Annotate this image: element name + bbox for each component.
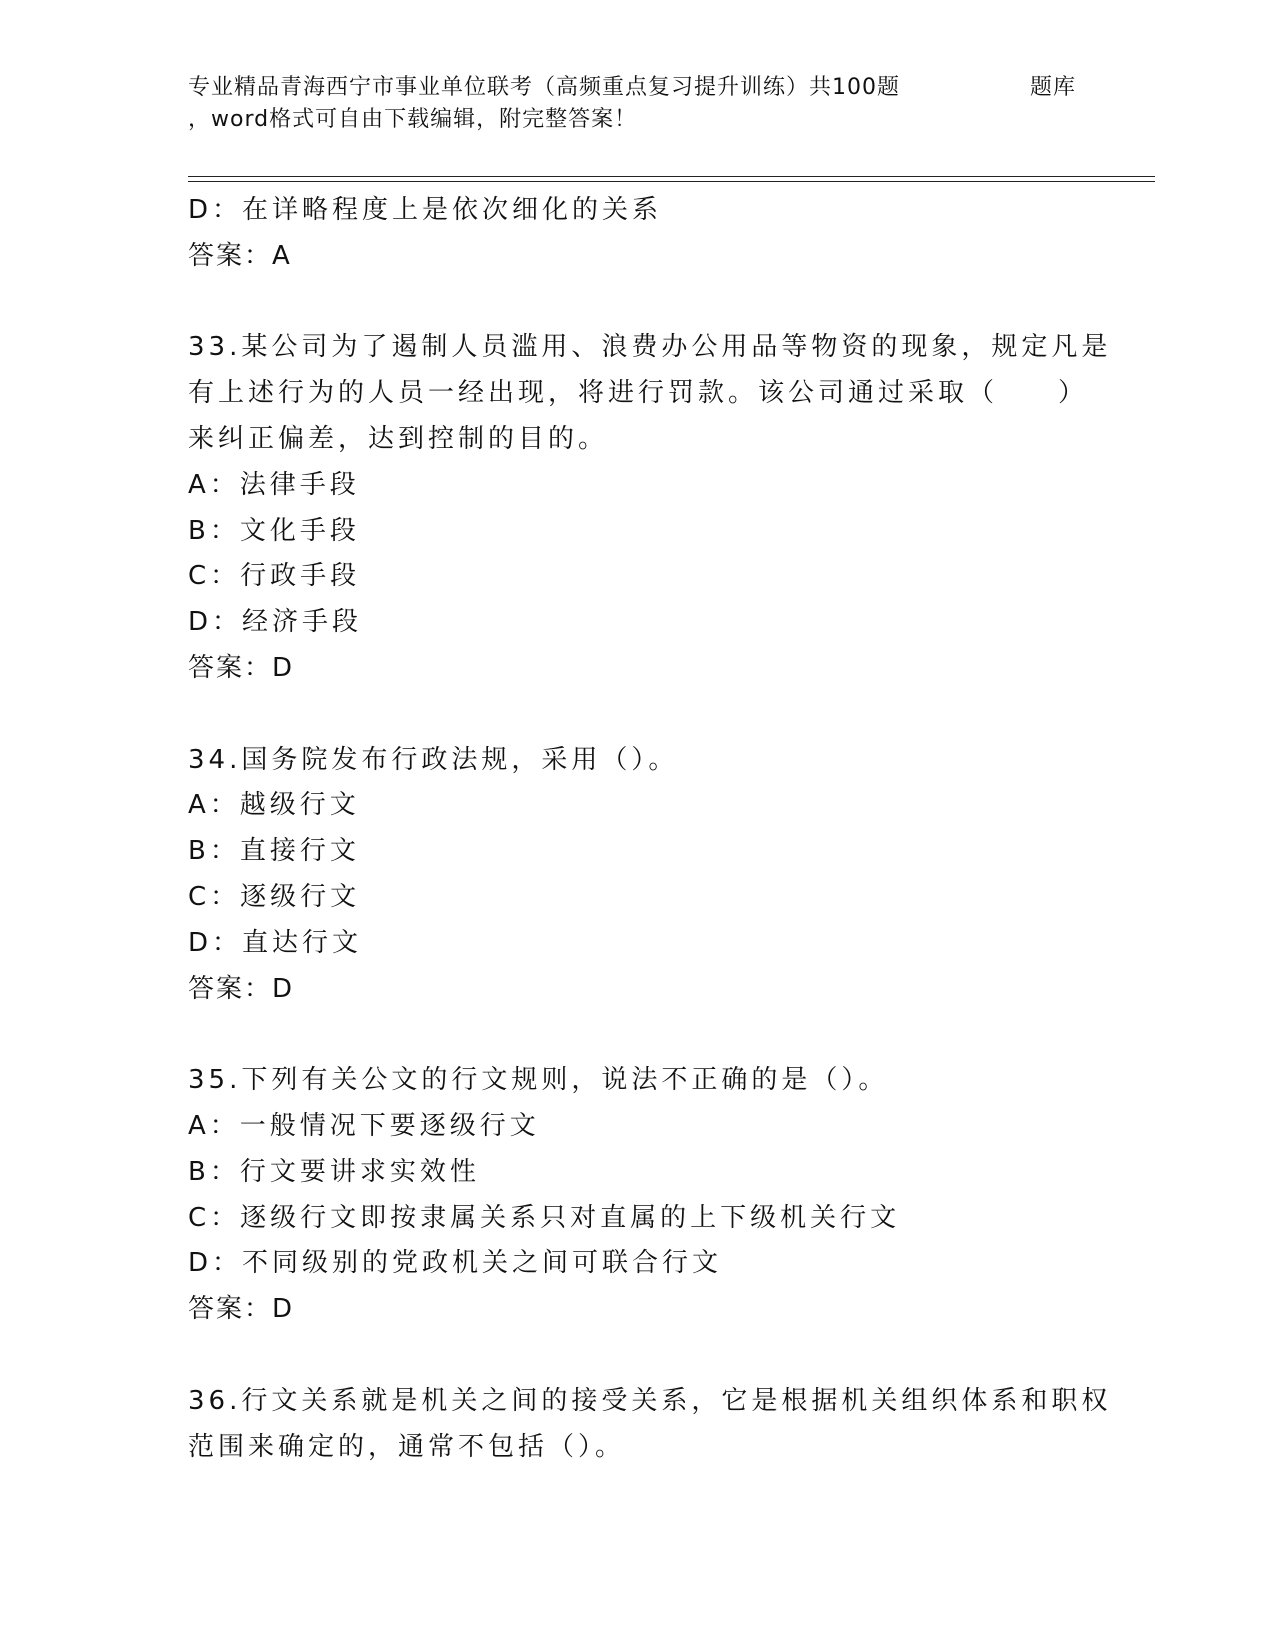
- option-b: B：行文要讲求实效性: [188, 1156, 480, 1187]
- header-right-label: 题库: [1030, 75, 1077, 100]
- option-d: D：经济手段: [188, 607, 363, 638]
- question-text-line: 35.下列有关公文的行文规则，说法不正确的是（）。: [188, 1065, 889, 1096]
- question-text-line: 来纠正偏差，达到控制的目的。: [188, 423, 609, 454]
- option-a: A：法律手段: [188, 469, 360, 500]
- carryover-option-d: D：在详略程度上是依次细化的关系: [188, 195, 663, 225]
- spacer: [188, 1333, 1088, 1379]
- question-34: [188, 738, 1088, 1013]
- option-c: C：逐级行文: [188, 881, 361, 912]
- option-d: D：不同级别的党政机关之间可联合行文: [188, 1248, 723, 1279]
- answer: 答案：D: [188, 652, 295, 683]
- question-text-line: 33.某公司为了遏制人员滥用、浪费办公用品等物资的现象，规定凡是: [188, 332, 1112, 363]
- document-body: [188, 188, 1112, 1470]
- option-b: B：直接行文: [188, 836, 360, 867]
- header-title: 专业精品青海西宁市事业单位联考（高频重点复习提升训练）共100题: [188, 75, 900, 100]
- carryover-answer: 答案：A: [188, 240, 292, 271]
- spacer: [188, 280, 1088, 326]
- document-header: [188, 72, 1088, 136]
- header-subtitle: ，word格式可自由下载编辑，附完整答案！: [188, 107, 638, 132]
- spacer: [188, 692, 1088, 738]
- header-rule-bottom: [188, 181, 1155, 182]
- answer: 答案：D: [188, 1294, 295, 1325]
- question-text-line: 有上述行为的人员一经出现，将进行罚款。该公司通过采取（ ）: [188, 378, 1089, 409]
- option-a: A：越级行文: [188, 790, 360, 821]
- question-36: [188, 1379, 1112, 1471]
- question-text-line: 34.国务院发布行政法规，采用（）。: [188, 744, 679, 775]
- option-b: B：文化手段: [188, 515, 360, 546]
- option-a: A：一般情况下要逐级行文: [188, 1110, 540, 1141]
- question-text-line: 范围来确定的，通常不包括（）。: [188, 1431, 626, 1462]
- question-text-line: 36.行文关系就是机关之间的接受关系，它是根据机关组织体系和职权: [188, 1385, 1112, 1416]
- question-33: [188, 325, 1112, 691]
- option-c: C：逐级行文即按隶属关系只对直属的上下级机关行文: [188, 1202, 901, 1233]
- option-c: C：行政手段: [188, 561, 361, 592]
- question-35: [188, 1058, 1088, 1333]
- answer: 答案：D: [188, 973, 295, 1004]
- spacer: [188, 1012, 1088, 1058]
- header-rule-top: [188, 176, 1155, 177]
- option-d: D：直达行文: [188, 927, 363, 958]
